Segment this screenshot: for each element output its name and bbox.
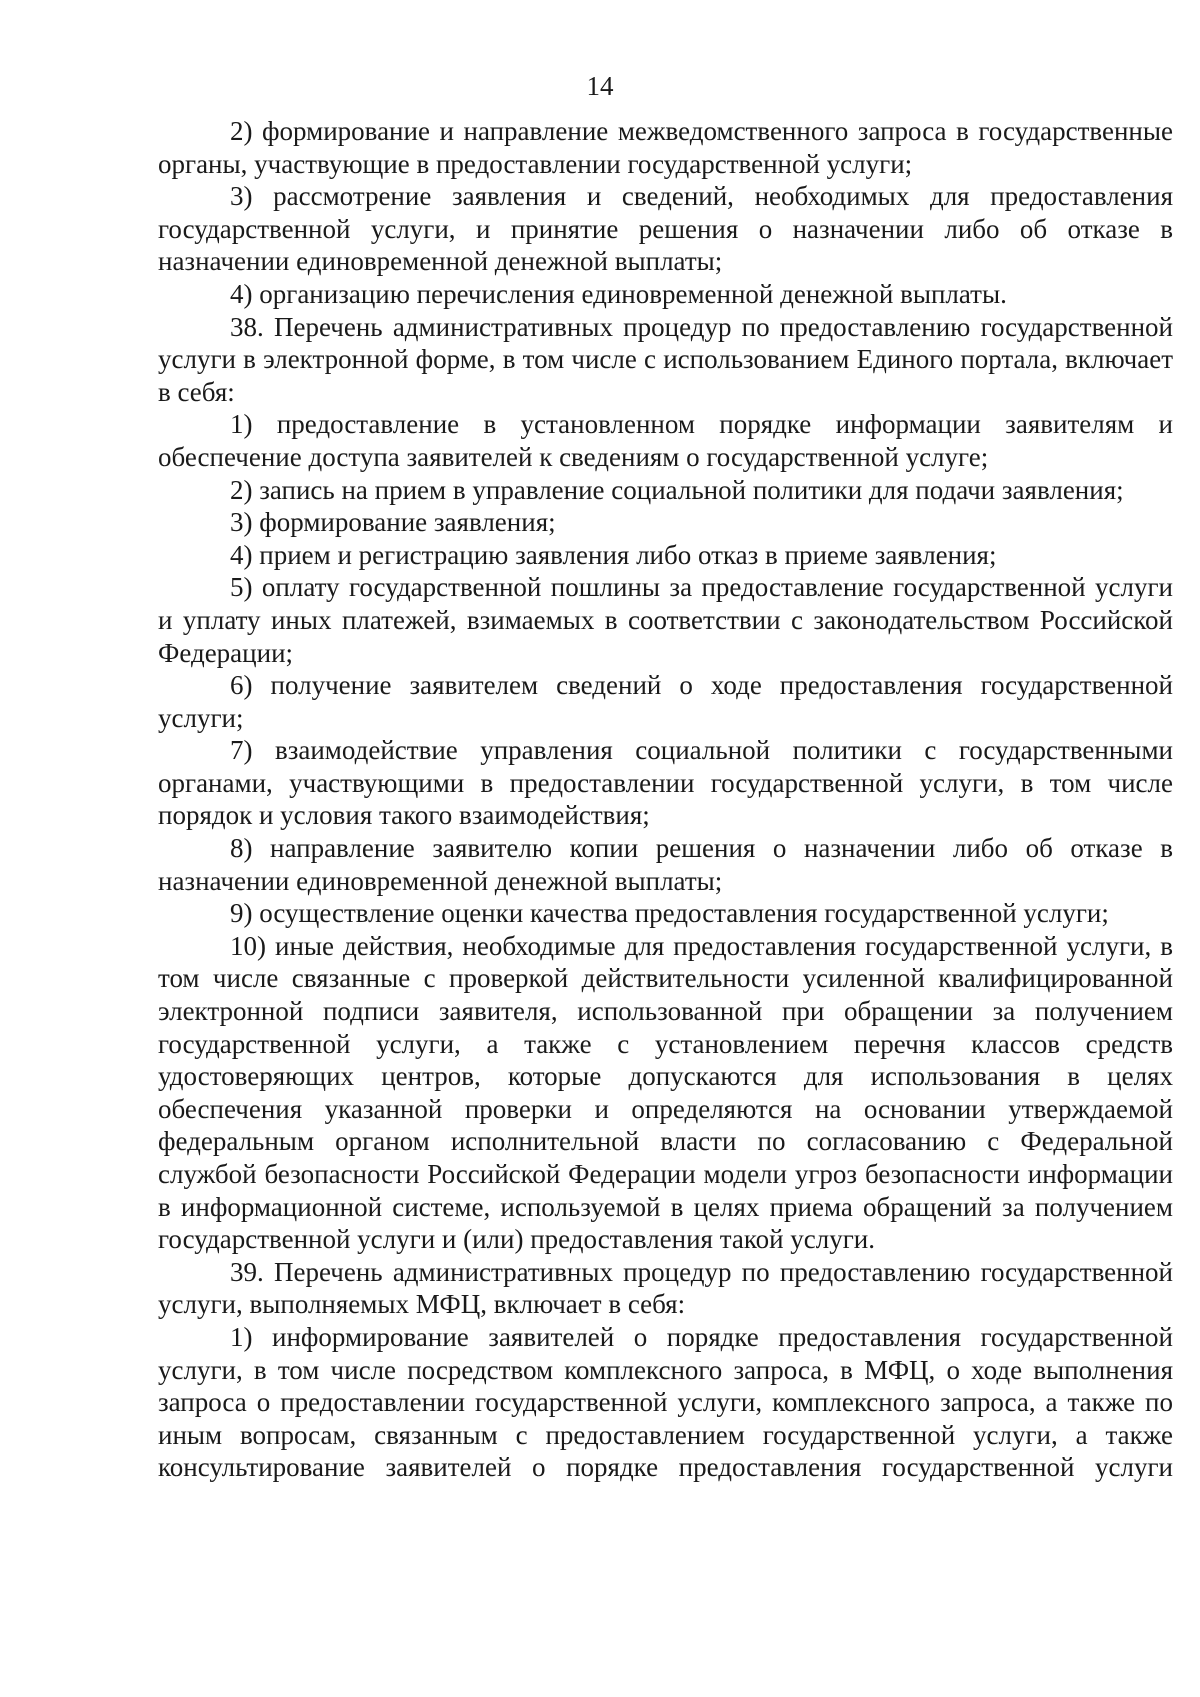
document-body: [158, 115, 1173, 1484]
page-number: 14: [586, 71, 614, 101]
paragraph-38-item-5: 5) оплату государственной пошлины за предоставление государственной услуги и уплату иных платежей, взимаемых в соответствии с законодательством Российской Федерации;: [158, 572, 1173, 668]
paragraph-clause-39: 39. Перечень административных процедур по предоставлению государственной услуги, выполняемых МФЦ, включает в себя:: [158, 1256, 1173, 1320]
paragraph-38-item-6: 6) получение заявителем сведений о ходе предоставления государственной услуги;: [158, 670, 1173, 733]
paragraph-39-item-1: 1) информирование заявителей о порядке предоставления государственной услуги, в том числе посредством комплексного запроса, в МФЦ, о ходе выполнения запроса о предоставлении государственной услуги, комплексного запроса, а также по иным вопросам, связанным с предоставлением государственной услуги, а также консультирование заявителей о порядке предоставления государственной услуги: [158, 1321, 1173, 1483]
paragraph-38-item-2: 2) запись на прием в управление социальной политики для подачи заявления;: [230, 474, 1124, 505]
paragraph-38-item-10: 10) иные действия, необходимые для предоставления государственной услуги, в том числе связанные с проверкой действительности усиленной квалифицированной электронной подписи заявителя, использованной при обращении за получением государственной услуги, а также с установлением перечня классов средств удостоверяющих центров, которые допускаются для использования в целях обеспечения указанной проверки и определяются на основании утверждаемой федеральным органом исполнительной власти по согласованию с Федеральной службой безопасности Российской Федерации модели угроз безопасности информации в информационной системе, используемой в целях приема обращений за получением государственной услуги и (или) предоставления такой услуги.: [158, 930, 1173, 1255]
paragraph-38-item-4: 4) прием и регистрацию заявления либо отказ в приеме заявления;: [230, 539, 997, 570]
paragraph-38-item-9: 9) осуществление оценки качества предоставления государственной услуги;: [230, 898, 1109, 929]
paragraph-38-item-8: 8) направление заявителю копии решения о назначении либо об отказе в назначении единовременной денежной выплаты;: [158, 833, 1173, 896]
paragraph-item-2-interagency-request: 2) формирование и направление межведомственного запроса в государственные органы, участвующие в предоставлении государственной услуги;: [158, 116, 1173, 179]
paragraph-38-item-1: 1) предоставление в установленном порядке информации заявителям и обеспечение доступа заявителей к сведениям о государственной услуге;: [158, 409, 1173, 472]
paragraph-38-item-7: 7) взаимодействие управления социальной политики с государственными органами, участвующими в предоставлении государственной услуги, в том числе порядок и условия такого взаимодействия;: [158, 735, 1173, 831]
paragraph-item-4-payment-transfer: 4) организацию перечисления единовременной денежной выплаты.: [230, 278, 1007, 309]
paragraph-38-item-3: 3) формирование заявления;: [230, 507, 556, 538]
paragraph-clause-38: 38. Перечень административных процедур по предоставлению государственной услуги в электронной форме, в том числе с использованием Единого портала, включает в себя:: [158, 311, 1173, 407]
paragraph-item-3-review-application: 3) рассмотрение заявления и сведений, необходимых для предоставления государственной услуги, и принятие решения о назначении либо об отказе в назначении единовременной денежной выплаты;: [158, 181, 1173, 277]
